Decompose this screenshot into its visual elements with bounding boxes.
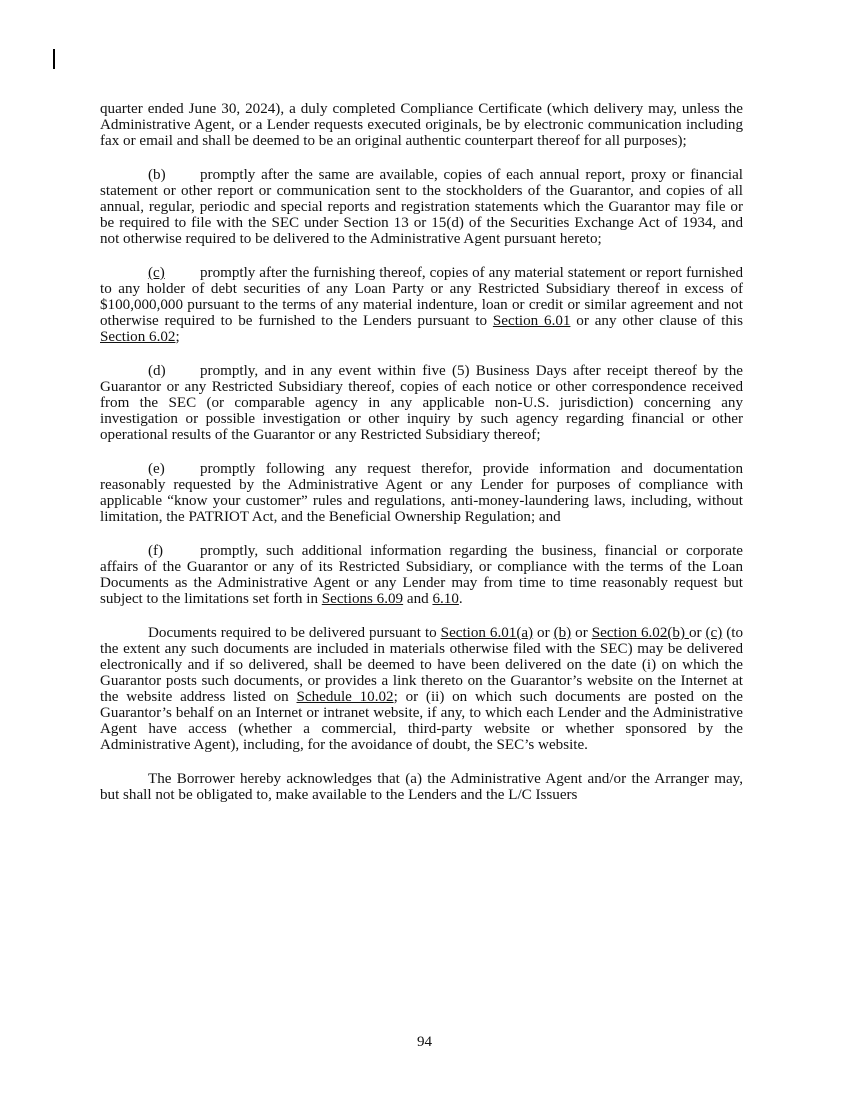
section-reference-link[interactable]: Section 6.02(b) xyxy=(591,625,689,641)
clause-label-underlined: (c) xyxy=(148,265,165,281)
borrower-acknowledgement-paragraph xyxy=(100,771,743,803)
paragraph-continuation xyxy=(100,101,743,149)
paragraph-text: Documents required to be delivered pursuant to xyxy=(148,625,441,641)
paragraph-text: or xyxy=(688,625,706,641)
schedule-reference-link[interactable]: Schedule 10.02 xyxy=(296,689,394,705)
clause-c xyxy=(100,265,743,345)
clause-label: (b) xyxy=(148,167,166,183)
section-reference-link[interactable]: Section 6.01 xyxy=(492,313,571,329)
section-reference-link[interactable]: Section 6.02 xyxy=(100,329,176,345)
paragraph-text: or xyxy=(533,625,554,641)
clause-d xyxy=(100,363,743,443)
paragraph-text: (to the extent any such documents are included in materials otherwise filed with the SEC) may be delivered electronically and if so delivered, shall be deemed to have been delivered on the date (i) on which the Guarantor posts such documents, or provides a link thereto on the Guarantor’s website on the Internet at the website address listed on xyxy=(100,625,744,705)
documents-delivery-paragraph xyxy=(100,625,743,753)
clause-text: promptly after the same are available, copies of each annual report, proxy or financial statement or other report or communication sent to the stockholders of the Guarantor, and copies of all annual, regular, periodic and special reports and registration statements which the Guarantor may file or be required to file with the SEC under Section 13 or 15(d) of the Securities Exchange Act of 1934, and not otherwise required to be delivered to the Administrative Agent pursuant hereto; xyxy=(100,167,743,247)
clause-text: or any other clause of this xyxy=(570,313,743,329)
clause-label: (e) xyxy=(148,461,165,477)
clause-text: promptly following any request therefor, provide information and documentation reasonably requested by the Administrative Agent or any Lender for purposes of compliance with applicable “know your customer” rules and regulations, anti-money-laundering laws, including, without limitation, the PATRIOT Act, and the Beneficial Ownership Regulation; and xyxy=(100,461,743,525)
clause-label xyxy=(148,265,200,281)
clause-text: . xyxy=(458,591,463,607)
section-reference-link[interactable]: Sections 6.09 xyxy=(321,591,404,607)
paragraph-text: ; or (ii) on which such documents are posted on the Guarantor’s behalf on an Internet or intranet website, if any, to which each Lender and the Administrative Agent have access (whether a commercial, third-party website or whether sponsored by the Administrative Agent), including, for the avoidance of doubt, the SEC’s website. xyxy=(100,689,744,753)
document-body xyxy=(100,101,743,821)
clause-text: promptly, such additional information regarding the business, financial or corporate affairs of the Guarantor or any of its Restricted Subsidiary, or compliance with the terms of the Loan Documents as the Administrative Agent or any Lender may from time to time reasonably request but subject to the limitations set forth in xyxy=(100,543,743,607)
paragraph-text: The Borrower hereby acknowledges that (a) the Administrative Agent and/or the Arranger may, but shall not be obligated to, make available to the Lenders and the L/C Issuers xyxy=(100,771,743,803)
clause-text: and xyxy=(403,591,433,607)
clause-text: promptly, and in any event within five (5) Business Days after receipt thereof by the Guarantor or any Restricted Subsidiary thereof, copies of each notice or other correspondence received from the SEC (or comparable agency in any applicable non-U.S. jurisdiction) concerning any investigation or possible investigation or other inquiry by such agency regarding financial or other operational results of the Guarantor or any Restricted Subsidiary thereof; xyxy=(100,363,743,443)
clause-label: (d) xyxy=(148,363,166,379)
clause-text: promptly after the furnishing thereof, copies of any material statement or report furnished to any holder of debt securities of any Loan Party or any Restricted Subsidiary thereof in excess of $100,000,000 pursuant to the terms of any material indenture, loan or credit or similar agreement and not otherwise required to be furnished to the Lenders pursuant to xyxy=(100,265,743,329)
clause-f xyxy=(100,543,743,607)
section-reference-link[interactable]: (b) xyxy=(553,625,572,641)
page-number: 94 xyxy=(416,1034,433,1050)
clause-label: (f) xyxy=(148,543,164,559)
paragraph-text: or xyxy=(571,625,592,641)
section-reference-link[interactable]: Section 6.01(a) xyxy=(440,625,534,641)
section-reference-link[interactable]: (c) xyxy=(705,625,723,641)
revision-change-bar xyxy=(53,49,55,69)
clause-e xyxy=(100,461,743,525)
clause-text: ; xyxy=(175,329,180,345)
clause-b xyxy=(100,167,743,247)
section-reference-link[interactable]: 6.10 xyxy=(432,591,459,607)
paragraph-text: quarter ended June 30, 2024), a duly completed Compliance Certificate (which delivery may, unless the Administrative Agent, or a Lender requests executed originals, be by electronic communication including fax or email and shall be deemed to be an original authentic counterpart thereof for all purposes); xyxy=(100,101,743,149)
